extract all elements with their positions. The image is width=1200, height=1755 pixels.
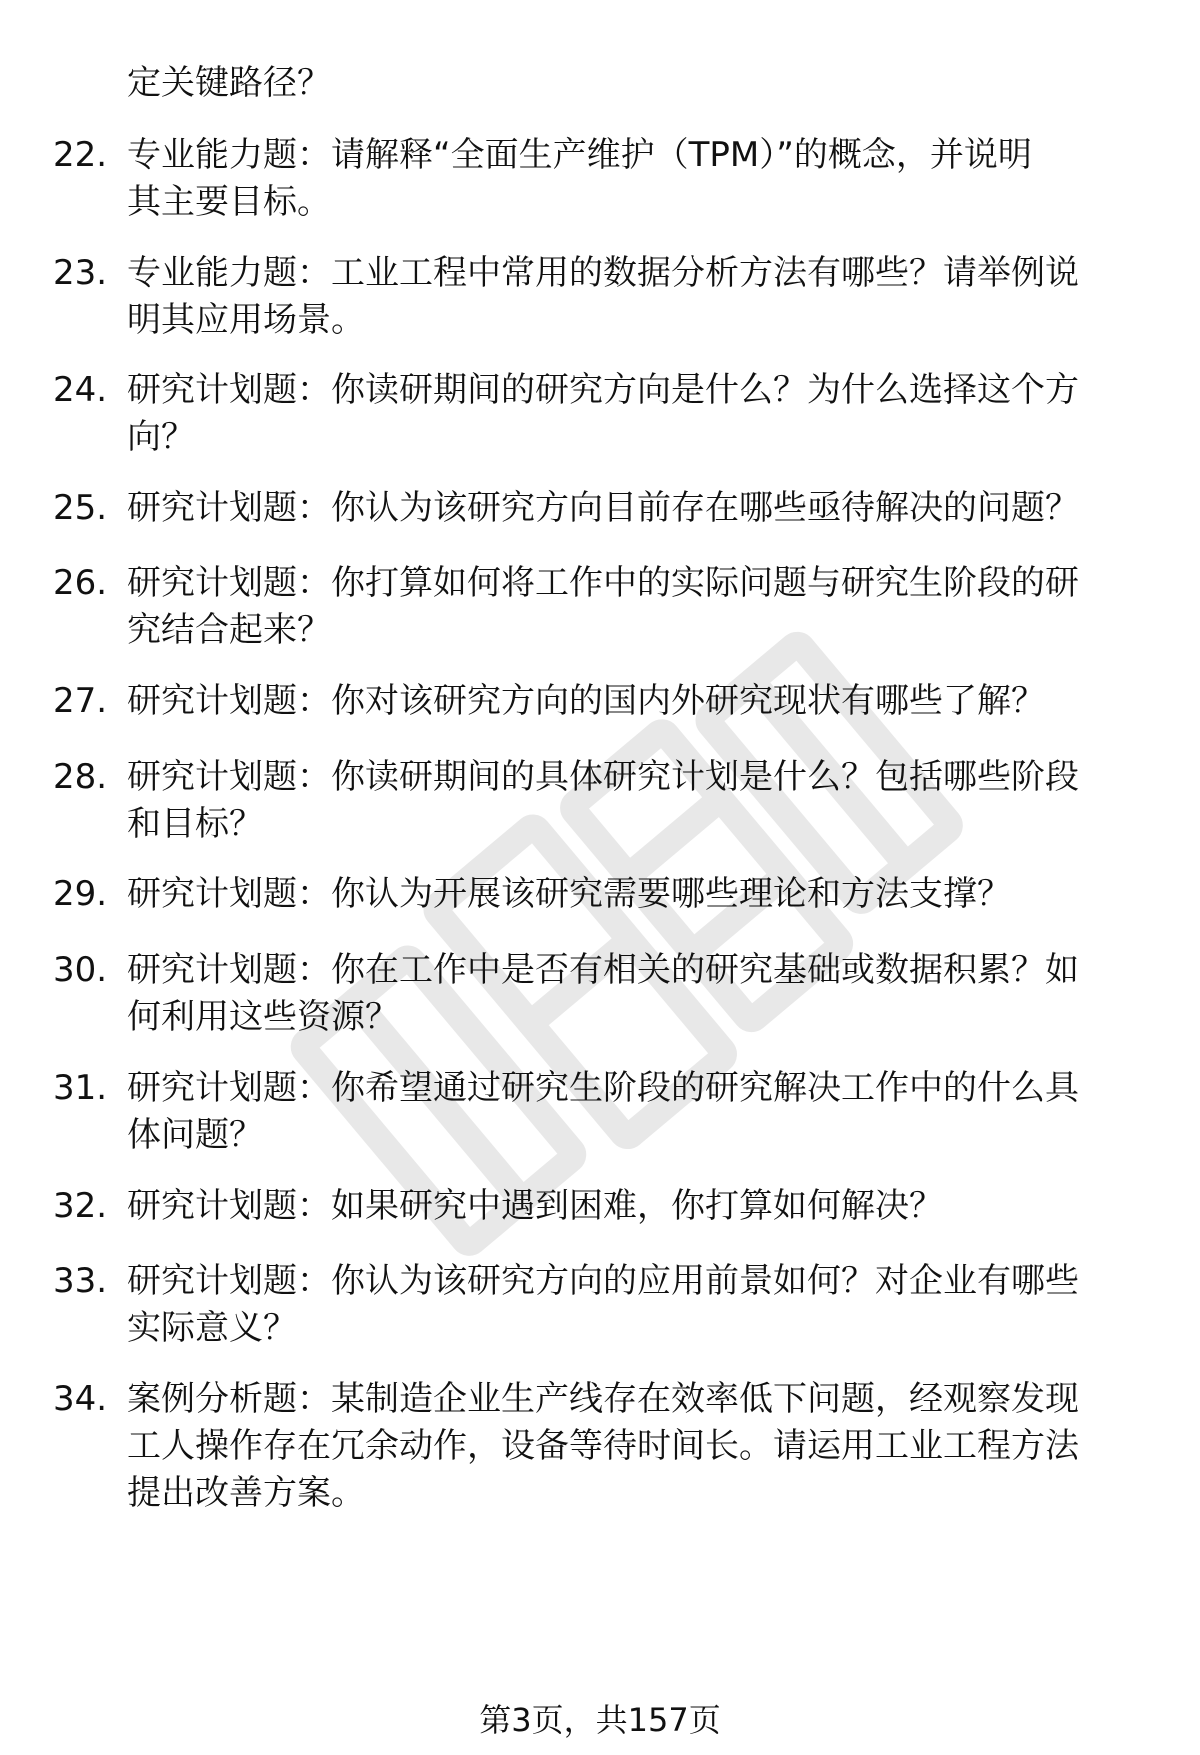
item-number: 25. xyxy=(53,488,108,528)
item-number: 31. xyxy=(53,1068,108,1108)
item-text-line: 研究计划题：你打算如何将工作中的实际问题与研究生阶段的研 xyxy=(127,563,1079,603)
item-text-line: 研究计划题：你读研期间的研究方向是什么？为什么选择这个方 xyxy=(127,370,1079,410)
item-text-line: 研究计划题：你读研期间的具体研究计划是什么？包括哪些阶段 xyxy=(127,757,1079,797)
item-text-line: 研究计划题：如果研究中遇到困难，你打算如何解决？ xyxy=(127,1186,943,1226)
item-number: 30. xyxy=(53,950,108,990)
item-text-line: 研究计划题：你认为该研究方向目前存在哪些亟待解决的问题？ xyxy=(127,488,1079,528)
item-text-line: 和目标？ xyxy=(127,804,263,844)
item-text-line: 明其应用场景。 xyxy=(127,300,365,340)
item-number: 26. xyxy=(53,563,108,603)
item-text-line: 案例分析题：某制造企业生产线存在效率低下问题，经观察发现 xyxy=(127,1379,1079,1419)
item-number: 24. xyxy=(53,370,108,410)
item-text-line: 体问题？ xyxy=(127,1115,263,1155)
item-text-line: 究结合起来？ xyxy=(127,610,331,650)
item-text-line: 其主要目标。 xyxy=(127,182,331,222)
item-number: 23. xyxy=(53,253,108,293)
continuation-line: 定关键路径？ xyxy=(127,63,331,103)
item-text-line: 工人操作存在冗余动作，设备等待时间长。请运用工业工程方法 xyxy=(127,1426,1079,1466)
item-text-line: 专业能力题：请解释“全面生产维护（TPM）”的概念，并说明 xyxy=(127,135,1032,175)
item-text-line: 研究计划题：你在工作中是否有相关的研究基础或数据积累？如 xyxy=(127,950,1079,990)
item-text-line: 向？ xyxy=(127,417,195,457)
item-text-line: 研究计划题：你对该研究方向的国内外研究现状有哪些了解？ xyxy=(127,681,1045,721)
item-number: 32. xyxy=(53,1186,108,1226)
item-text-line: 研究计划题：你希望通过研究生阶段的研究解决工作中的什么具 xyxy=(127,1068,1079,1108)
item-text-line: 实际意义？ xyxy=(127,1308,297,1348)
item-number: 22. xyxy=(53,135,108,175)
item-number: 27. xyxy=(53,681,108,721)
item-number: 29. xyxy=(53,874,108,914)
item-number: 34. xyxy=(53,1379,108,1419)
item-number: 28. xyxy=(53,757,108,797)
item-number: 33. xyxy=(53,1261,108,1301)
item-text-line: 专业能力题：工业工程中常用的数据分析方法有哪些？请举例说 xyxy=(127,253,1079,293)
item-text-line: 何利用这些资源？ xyxy=(127,997,399,1037)
item-text-line: 研究计划题：你认为开展该研究需要哪些理论和方法支撑？ xyxy=(127,874,1011,914)
item-text-line: 研究计划题：你认为该研究方向的应用前景如何？对企业有哪些 xyxy=(127,1261,1079,1301)
item-text-line: 提出改善方案。 xyxy=(127,1473,365,1513)
page-footer: 第3页，共157页 xyxy=(479,1701,721,1739)
